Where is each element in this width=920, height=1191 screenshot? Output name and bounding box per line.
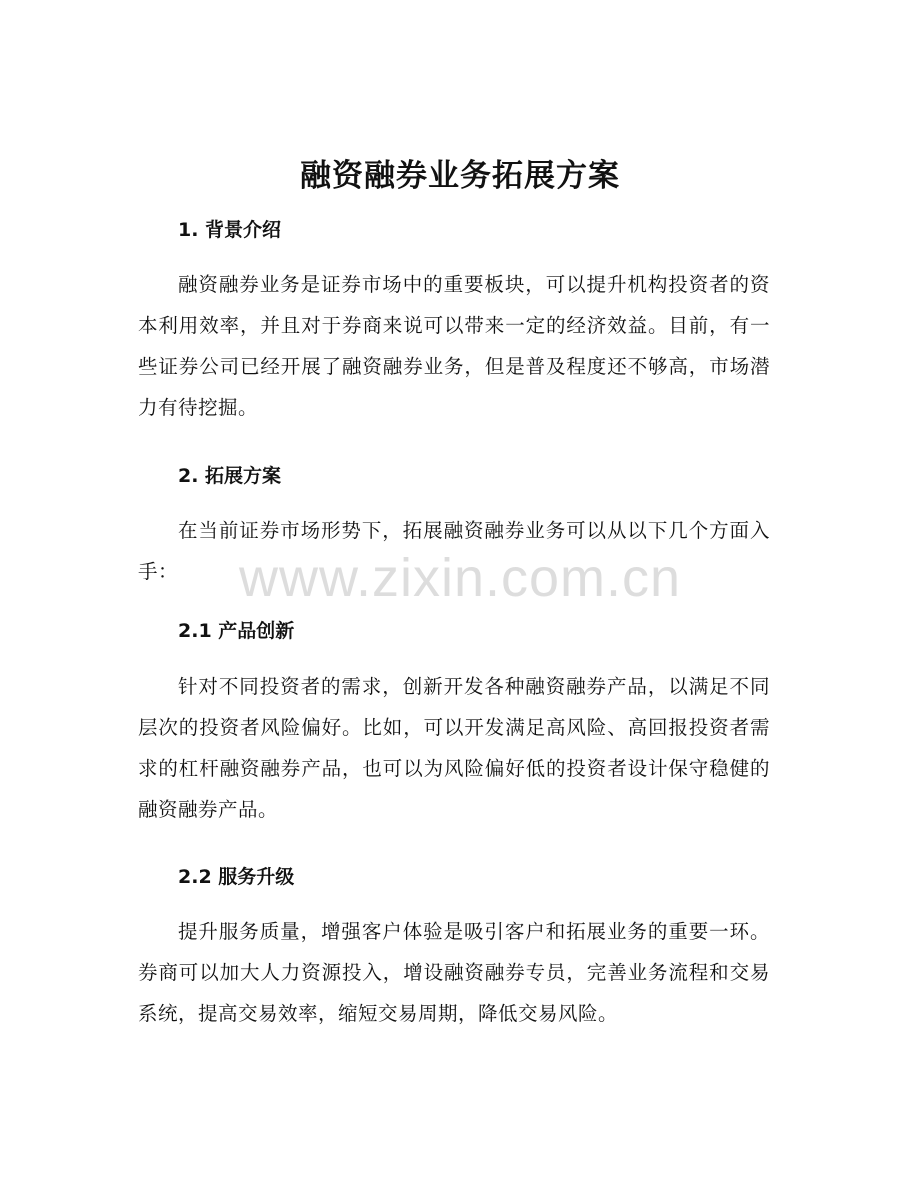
section-heading-product-innovation: 2.1 产品创新 xyxy=(178,620,295,642)
section-heading-service-upgrade: 2.2 服务升级 xyxy=(178,866,295,888)
paragraph-product-innovation: 针对不同投资者的需求，创新开发各种融资融券产品，以满足不同层次的投资者风险偏好。比如，可以开发满足高风险、高回报投资者需求的杠杆融资融券产品，也可以为风险偏好低的投资者设计保守稳健的融资融券产品。 xyxy=(138,675,770,821)
paragraph-expansion-plan: 在当前证券市场形势下，拓展融资融券业务可以从以下几个方面入手： xyxy=(138,519,770,583)
paragraph-service-upgrade: 提升服务质量，增强客户体验是吸引客户和拓展业务的重要一环。券商可以加大人力资源投入，增设融资融券专员，完善业务流程和交易系统，提高交易效率，缩短交易周期，降低交易风险。 xyxy=(138,920,770,1025)
watermark: www.zixin.com.cn xyxy=(238,548,682,608)
document-title: 融资融券业务拓展方案 xyxy=(300,158,620,194)
paragraph-background: 融资融券业务是证券市场中的重要板块，可以提升机构投资者的资本利用效率，并且对于券商来说可以带来一定的经济效益。目前，有一些证券公司已经开展了融资融券业务，但是普及程度还不够高，市场潜力有待挖掘。 xyxy=(138,273,770,419)
section-heading-background: 1. 背景介绍 xyxy=(178,219,282,241)
section-heading-expansion-plan: 2. 拓展方案 xyxy=(178,465,282,487)
